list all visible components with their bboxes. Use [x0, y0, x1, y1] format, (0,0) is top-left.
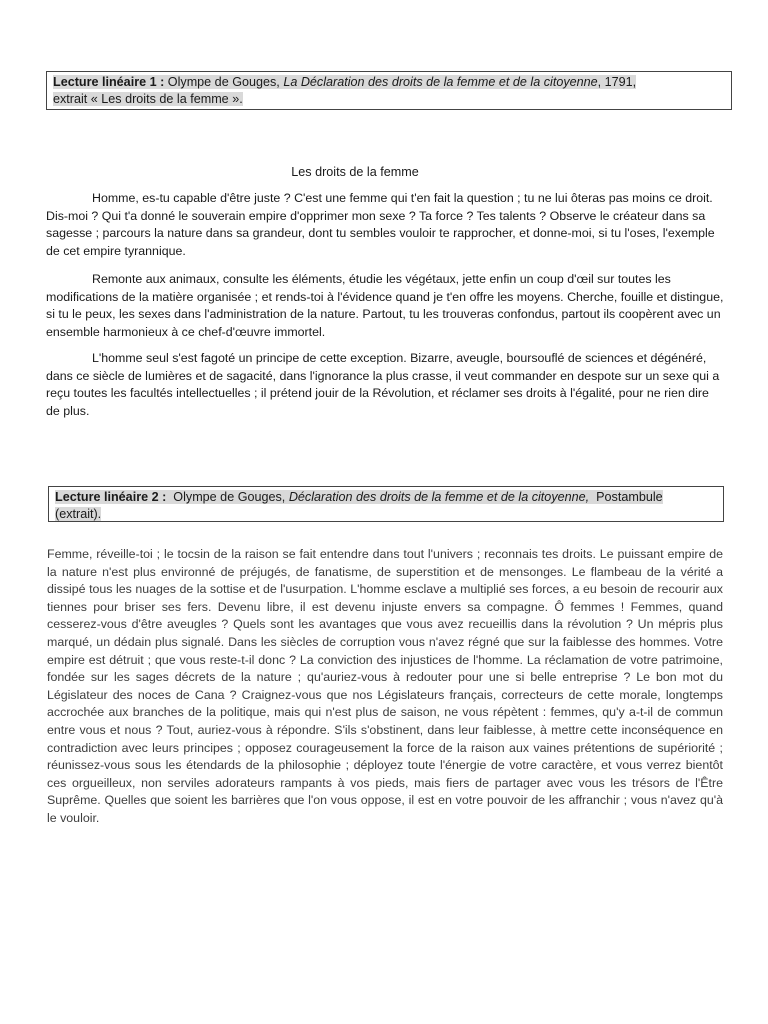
section-1-paragraph-1: Homme, es-tu capable d'être juste ? C'est une femme qui t'en fait la question ; tu ne lui ôteras pas moins ce droit. Dis-moi ? Qui t'a donné le souverain empire d'opprimer mon sexe ? Ta force ? Tes talents ? Observe le créateur dans sa sagesse ; parcours la nature dans sa grandeur, dont tu sembles vouloir te rapprocher, et donne-moi, si tu l'oses, l'exemple de cet empire tyrannique.: [46, 191, 715, 258]
section-1-paragraph-3: L'homme seul s'est fagoté un principe de cette exception. Bizarre, aveugle, boursouflé de sciences et dégénéré, dans ce siècle de lumières et de sagacité, dans l'ignorance la plus crasse, il veut commander en despote sur un sexe qui a reçu toutes les facultés intellectuelles ; il prétend jouir de la Révolution, et réclamer ses droits à l'égalité, pour ne rien dire de plus.: [46, 351, 720, 418]
section-1-title: Les droits de la femme: [291, 165, 419, 179]
lecture-1-line1: [53, 75, 636, 89]
lecture-1-extract: extrait « Les droits de la femme ».: [53, 92, 243, 106]
lecture-1-header: [46, 71, 732, 110]
lecture-2-part: Postambule: [596, 490, 663, 504]
lecture-2-header: [48, 486, 724, 522]
lecture-1-author: Olympe de Gouges,: [167, 75, 280, 89]
section-2-text: [47, 546, 723, 828]
lecture-1-label: Lecture linéaire 1 :: [53, 75, 165, 89]
section-1-paragraph-2-block: [46, 271, 726, 349]
lecture-1-year: , 1791,: [597, 75, 637, 89]
section-2-paragraph: Femme, réveille-toi ; le tocsin de la raison se fait entendre dans tout l'univers ; reconnais tes droits. Le puissant empire de la nature n'est plus environné de préjugés, de fanatisme, de superstition et de mensonges. Le flambeau de la vérité a dissipé tous les nuages de la sottise et de l'usurpation. L'homme esclave a multiplié ses forces, a eu besoin de recourir aux tiennes pour briser ses fers. Devenu libre, il est devenu injuste envers sa compagne. Ô femmes ! Femmes, quand cesserez-vous d'être aveugles ? Quels sont les avantages que vous avez recueillis dans la révolution ? Un mépris plus marqué, un dédain plus signalé. Dans les siècles de corruption vous n'avez régné que sur la faiblesse des hommes. Votre empire est détruit ; que vous reste-t-il donc ? La conviction des injustices de l'homme. La réclamation de votre patrimoine, fondée sur les sages décrets de la nature ; qu'auriez-vous à redouter pour une si belle entreprise ? Le bon mot du Législateur des noces de Cana ? Craignez-vous que nos Législateurs français, correcteurs de cette morale, longtemps accrochée aux branches de la politique, mais qui n'est plus de saison, ne vous répètent : femmes, qu'y a-t-il de commun entre vous et nous ? Tout, auriez-vous à répondre. S'ils s'obstinent, dans leur faiblesse, à mettre cette inconséquence en contradiction avec leurs principes ; opposez courageusement la force de la raison aux vaines prétentions de supériorité ; réunissez-vous sous les étendards de la philosophie ; déployez toute l'énergie de votre caractère, et vous verrez bientôt ces orgueilleux, non serviles adorateurs rampants à vos pieds, mais fiers de partager avec vous les trésors de l'Être Suprême. Quelles que soient les barrières que l'on vous oppose, il est en votre pouvoir de les affranchir ; vous n'avez qu'à le vouloir.: [47, 547, 723, 825]
lecture-2-work-title: Déclaration des droits de la femme et de la citoyenne,: [288, 490, 590, 504]
lecture-2-line1: [55, 490, 663, 504]
lecture-2-extract: (extrait).: [55, 507, 102, 521]
lecture-2-author: Olympe de Gouges,: [173, 490, 286, 504]
lecture-1-work-title: La Déclaration des droits de la femme et de la citoyenne: [283, 75, 598, 89]
section-1-paragraph-3-block: [46, 350, 726, 428]
section-1-paragraph-1-block: [46, 190, 726, 268]
lecture-2-label: Lecture linéaire 2 :: [55, 490, 167, 504]
section-1-paragraph-2: Remonte aux animaux, consulte les éléments, étudie les végétaux, jette enfin un coup d'œil sur toutes les modifications de la matière organisée ; et rends-toi à l'évidence quand je t'en offre les moyens. Cherche, fouille et distingue, si tu le peux, les sexes dans l'administration de la nature. Partout, tu les trouveras confondus, partout ils coopèrent avec un ensemble harmonieux à ce chef-d'œuvre immortel.: [46, 272, 724, 339]
